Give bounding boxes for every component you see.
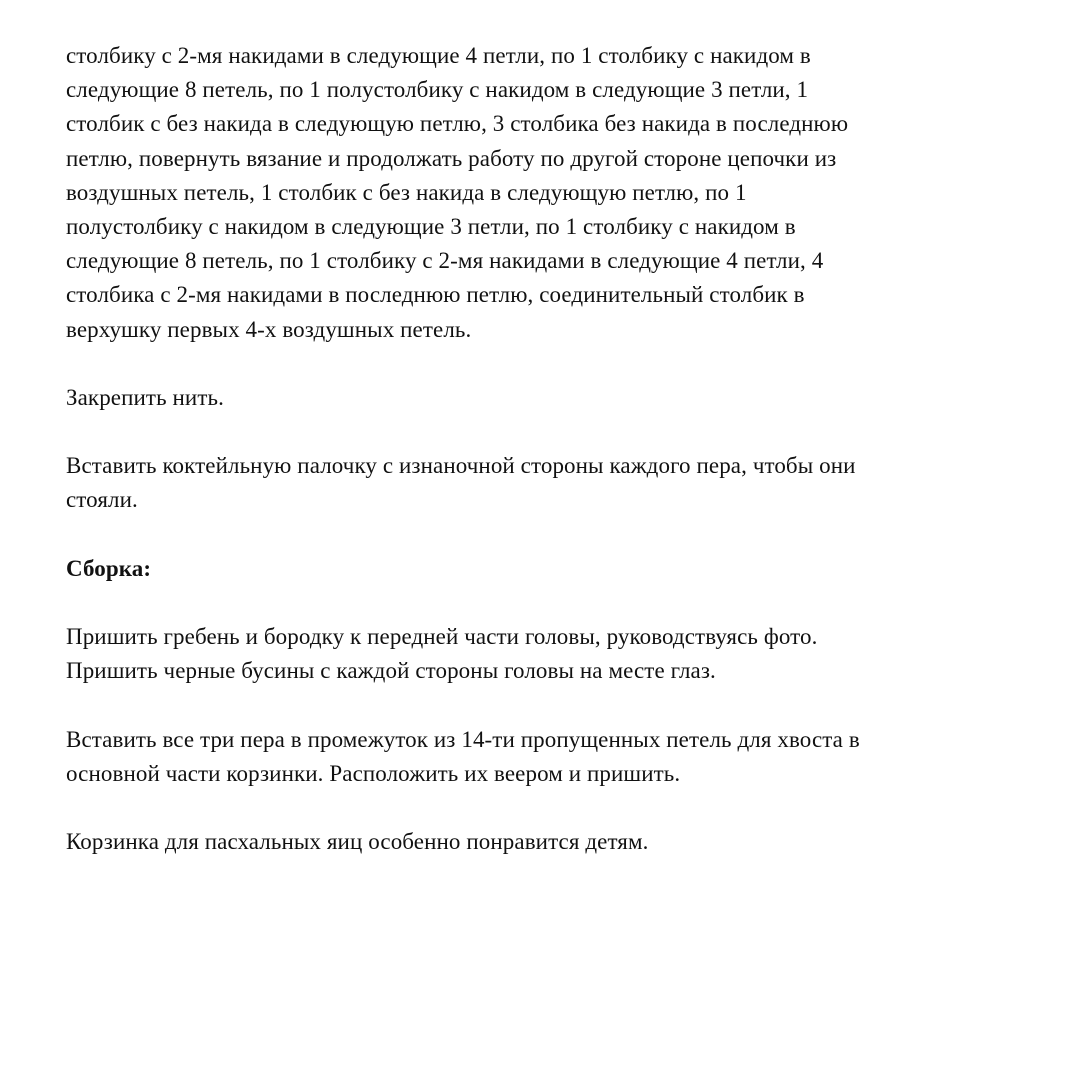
text-line: Вставить коктейльную палочку с изнаночной стороны каждого пера, чтобы они xyxy=(66,453,856,479)
text-line: петлю, повернуть вязание и продолжать работу по другой стороне цепочки из xyxy=(66,145,837,171)
paragraph-sew-comb xyxy=(66,620,1026,688)
text-line: столбика с 2-мя накидами в последнюю петлю, соединительный столбик в xyxy=(66,282,805,308)
paragraph-crochet-instructions xyxy=(66,39,1026,347)
text-line: Пришить гребень и бородку к передней части головы, руководствуясь фото. xyxy=(66,624,818,650)
text-line: Закрепить нить. xyxy=(66,384,224,410)
paragraph-spacer xyxy=(66,518,1026,552)
text-line: следующие 8 петель, по 1 полустолбику с накидом в следующие 3 петли, 1 xyxy=(66,77,809,103)
text-line: Пришить черные бусины с каждой стороны головы на месте глаз. xyxy=(66,658,716,684)
text-line: следующие 8 петель, по 1 столбику с 2-мя накидами в следующие 4 петли, 4 xyxy=(66,248,824,274)
paragraph-insert-stick xyxy=(66,449,1026,517)
text-line: верхушку первых 4-х воздушных петель. xyxy=(66,316,472,342)
text-line: стояли. xyxy=(66,487,138,513)
paragraph-spacer xyxy=(66,586,1026,620)
text-line: столбик с без накида в следующую петлю, 3 столбика без накида в последнюю xyxy=(66,111,849,137)
paragraph-insert-feathers xyxy=(66,723,1026,791)
text-line: полустолбику с накидом в следующие 3 петли, по 1 столбику с накидом в xyxy=(66,213,796,239)
paragraph-spacer xyxy=(66,347,1026,381)
document-page xyxy=(66,39,1026,860)
paragraph-fasten-thread xyxy=(66,381,1026,415)
text-line: столбику с 2-мя накидами в следующие 4 петли, по 1 столбику с накидом в xyxy=(66,43,811,68)
paragraph-spacer xyxy=(66,791,1026,825)
paragraph-closing xyxy=(66,825,1026,859)
text-line: воздушных петель, 1 столбик с без накида в следующую петлю, по 1 xyxy=(66,179,747,205)
text-line: основной части корзинки. Расположить их веером и пришить. xyxy=(66,760,681,786)
paragraph-spacer xyxy=(66,689,1026,723)
paragraph-spacer xyxy=(66,415,1026,449)
section-heading-assembly: Сборка: xyxy=(66,555,152,581)
text-line: Корзинка для пасхальных яиц особенно понравится детям. xyxy=(66,829,649,855)
text-line: Вставить все три пера в промежуток из 14-ти пропущенных петель для хвоста в xyxy=(66,726,860,752)
